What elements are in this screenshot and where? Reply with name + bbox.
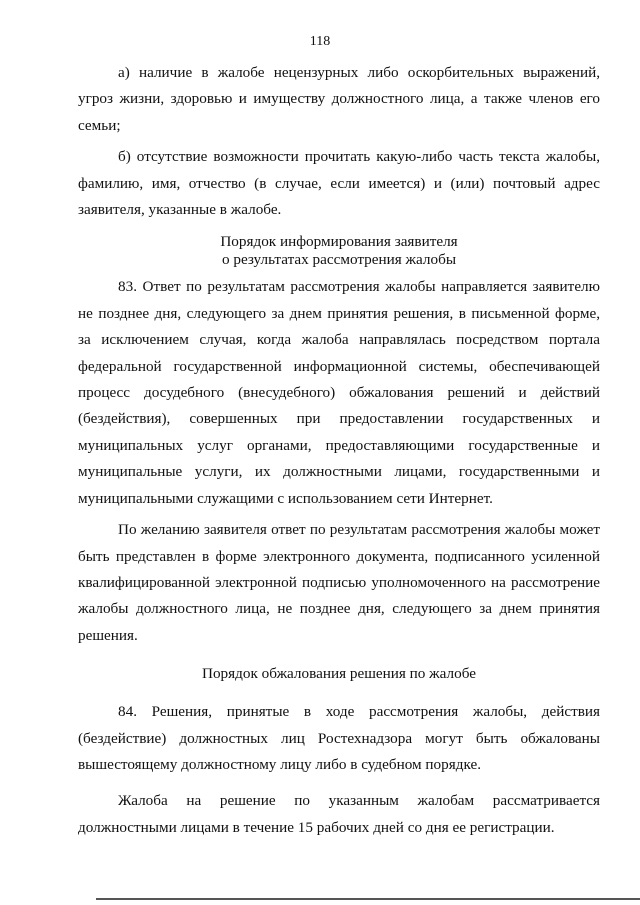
paragraph-item-b: б) отсутствие возможности прочитать какую-либо часть текста жалобы, фамилию, имя, отчество (в случае, если имеется) и (или) почтовый адрес заявителя, указанные в жалобе. — [78, 148, 600, 219]
paragraph-item-a: а) наличие в жалобе нецензурных либо оскорбительных выражений, угроз жизни, здоровью и имуществу должностного лица, а также членов его семьи; — [78, 64, 600, 134]
page-number: 118 — [309, 34, 331, 49]
section-heading-informing-line-1: Порядок информирования заявителя — [220, 233, 458, 251]
section-heading-appeal: Порядок обжалования решения по жалобе — [201, 665, 476, 683]
paragraph-84-review-period: Жалоба на решение по указанным жалобам рассматривается должностными лицами в течение 15 рабочих дней со дня ее регистрации. — [78, 792, 600, 836]
paragraph-83: 83. Ответ по результатам рассмотрения жалобы направляется заявителю не позднее дня, следующего за днем принятия решения, в письменной форме, за исключением случая, когда жалоба направлялась посредством портала федеральной государственной информационной системы, обеспечивающей процесс досудебного (внесудебного) обжалования решений и действий (бездействия), совершенных при предоставлении государственных и муниципальных услуг органами, предоставляющими государственные и муниципальные услуги, их должностными лицами, государственными и муниципальными служащими с использованием сети Интернет. — [78, 278, 600, 507]
paragraph-83-electronic-reply: По желанию заявителя ответ по результатам рассмотрения жалобы может быть представлен в форме электронного документа, подписанного усиленной квалифицированной электронной подписью уполномоченного на рассмотрение жалобы должностного лица, не позднее дня, следующего за днем принятия решения. — [78, 521, 600, 644]
page-content — [78, 60, 600, 841]
paragraph-84: 84. Решения, принятые в ходе рассмотрения жалобы, действия (бездействие) должностных лиц Ростехнадзора могут быть обжалованы вышестоящему должностному лицу либо в судебном порядке. — [78, 703, 600, 773]
bottom-scan-edge — [96, 898, 640, 900]
section-heading-informing-line-2: о результатах рассмотрения жалобы — [221, 251, 457, 269]
